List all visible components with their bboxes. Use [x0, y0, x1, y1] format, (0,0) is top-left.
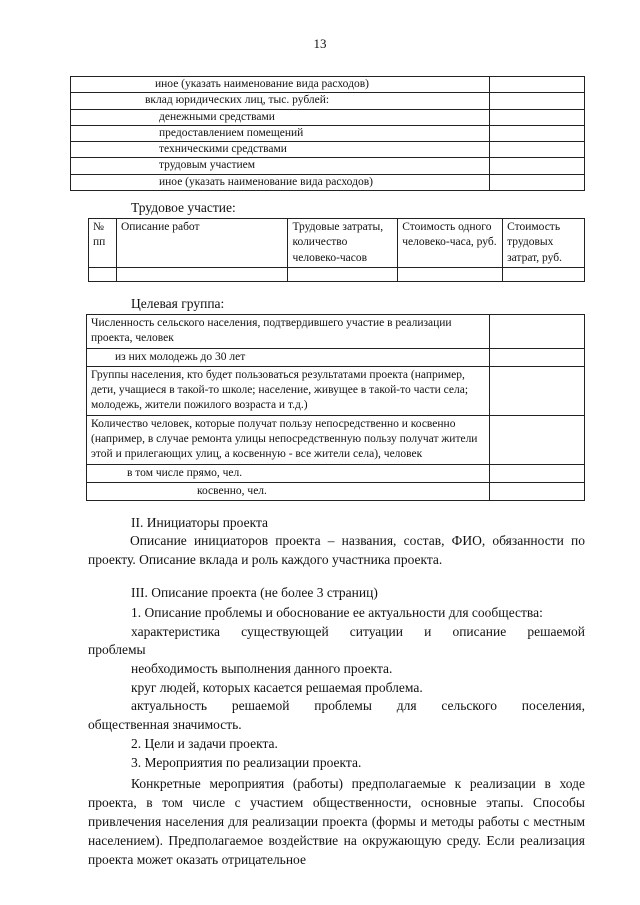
header-number: № пп: [89, 219, 117, 268]
item-1c: круг людей, которых касается решаемая проблема.: [131, 680, 423, 695]
table-cell: в том числе прямо, чел.: [87, 464, 490, 482]
table-cell: Группы населения, кто будет пользоваться результатами проекта (например, дети, учащиеся в такой-то школе; население, живущее в такой-то части села; молодежь, жители пожилого возраста и т.д.): [87, 366, 490, 415]
item-1: 1. Описание проблемы и обоснование ее актуальности для сообщества:: [131, 605, 543, 620]
table-cell: предоставлением помещений: [71, 125, 490, 141]
table-row: [71, 77, 585, 93]
table-row: [71, 174, 585, 190]
table-cell: техническими средствами: [71, 142, 490, 158]
table-cell: иное (указать наименование вида расходов): [71, 174, 490, 190]
table-row: [71, 109, 585, 125]
table-row: [87, 348, 585, 366]
section-3-heading: III. Описание проекта (не более 3 страниц): [131, 585, 378, 600]
item-3: 3. Мероприятия по реализации проекта.: [131, 755, 362, 770]
header-hour-cost: Стоимость одного человеко-часа, руб.: [398, 219, 503, 268]
item-1d-line1: актуальность решаемой проблемы для сельского поселения,: [131, 698, 585, 713]
table-header-row: [89, 219, 585, 268]
table-cell: Численность сельского населения, подтвердившего участие в реализации проекта, человек: [87, 315, 490, 349]
labor-table: [88, 218, 585, 282]
section-2-heading: II. Инициаторы проекта: [131, 515, 269, 530]
table-row: [71, 125, 585, 141]
table-cell: косвенно, чел.: [87, 482, 490, 500]
table-row: [87, 366, 585, 415]
item-1d-line2: общественная значимость.: [88, 717, 242, 732]
table-row: [71, 158, 585, 174]
table-row: [71, 142, 585, 158]
section-3-paragraph: Конкретные мероприятия (работы) предполагаемые к реализации в ходе проекта, в том числе с участием общественности, основные этапы. Способы привлечения населения для реализации проекта (формы и методы работы с местным населением). Предполагаемое воздействие на окружающую среду. Если реализация проекта может оказать отрицательное: [88, 776, 585, 867]
target-table: [86, 314, 585, 501]
table-row: [89, 267, 585, 281]
header-labor-cost: Трудовые затраты, количество человеко-часов: [288, 219, 398, 268]
page-number: 13: [313, 36, 327, 51]
item-2: 2. Цели и задачи проекта.: [131, 736, 278, 751]
table-row: [87, 315, 585, 349]
table-cell: денежными средствами: [71, 109, 490, 125]
table-cell: вклад юридических лиц, тыс. рублей:: [71, 93, 490, 109]
table-row: [87, 464, 585, 482]
table-cell: трудовым участием: [71, 158, 490, 174]
table-cell: иное (указать наименование вида расходов): [71, 77, 490, 93]
item-1b: необходимость выполнения данного проекта.: [131, 661, 393, 676]
table-row: [87, 415, 585, 464]
table-row: [71, 93, 585, 109]
table-row: [87, 482, 585, 500]
expenses-table: [70, 76, 585, 191]
table-cell: из них молодежь до 30 лет: [87, 348, 490, 366]
item-1a-line2: проблемы: [88, 642, 146, 657]
labor-title: Трудовое участие:: [131, 200, 236, 215]
header-description: Описание работ: [116, 219, 288, 268]
item-1a-line1: характеристика существующей ситуации и описание решаемой: [131, 624, 585, 639]
header-total-cost: Стоимость трудовых затрат, руб.: [503, 219, 585, 268]
table-cell: Количество человек, которые получат пользу непосредственно и косвенно (например, в случае ремонта улицы непосредственную пользу получат жители этой и прилегающих улиц, а косвенную - все жители села), человек: [87, 415, 490, 464]
target-title: Целевая группа:: [131, 296, 225, 311]
section-2-text: Описание инициаторов проекта – названия, состав, ФИО, обязанности по проекту. Описание вклада и роль каждого участника проекта.: [88, 533, 585, 567]
